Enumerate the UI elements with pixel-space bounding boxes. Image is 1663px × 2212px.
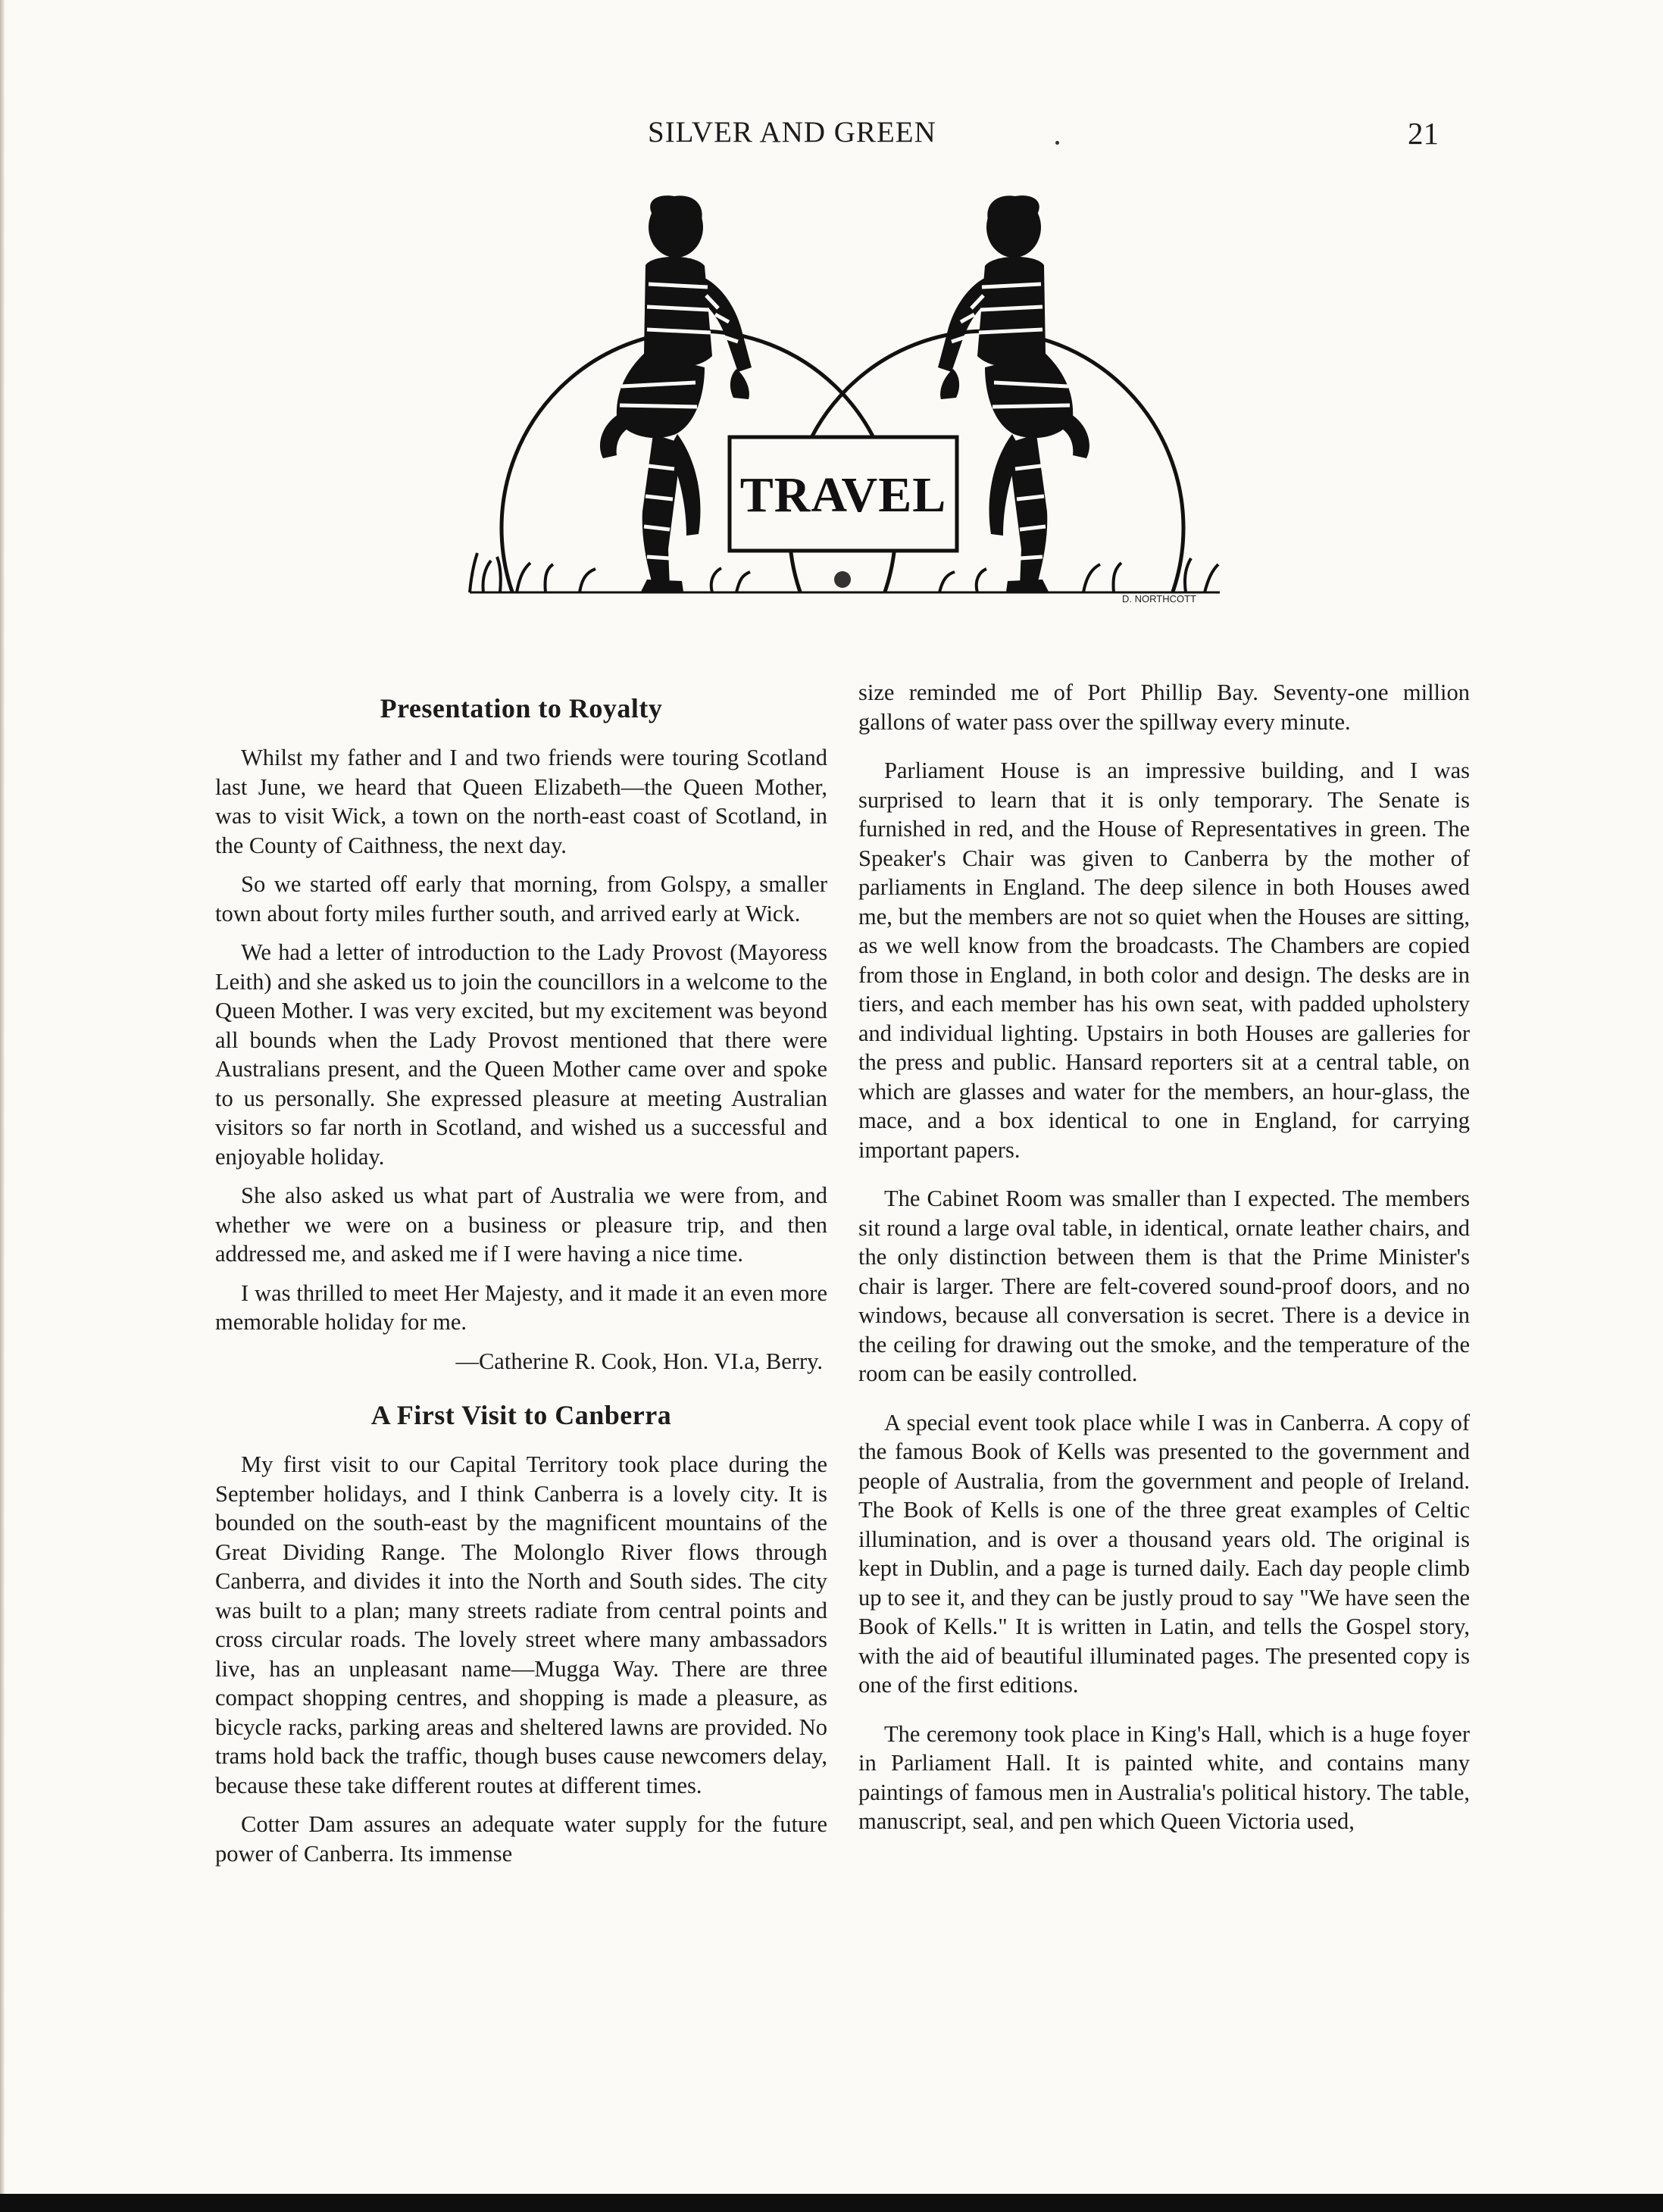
ornament-dot — [834, 571, 851, 588]
scan-bottom-edge — [0, 2194, 1663, 2212]
left-column — [215, 678, 827, 2132]
page-edge — [0, 0, 5, 2212]
article-title: A First Visit to Canberra — [370, 1400, 672, 1430]
paragraph: I was thrilled to meet Her Majesty, and it made it an even more memorable holiday for me. — [215, 1279, 827, 1335]
paragraph: She also asked us what part of Australia we were from, and whether we were on a business or pleasure trip, and then addressed me, and asked me if I were having a nice time. — [215, 1183, 827, 1267]
byline: —Catherine R. Cook, Hon. VI.a, Berry. — [455, 1348, 823, 1374]
right-column — [858, 678, 1470, 2132]
paragraph: size reminded me of Port Phillip Bay. Seventy-one million gallons of water pass over the spillway every minute. — [858, 680, 1470, 735]
paragraph: A special event took place while I was in Canberra. A copy of the famous Book of Kells was presented to the government and people of Australia, from the government and people of Ireland. The Book of Kells is one of the three great examples of Celtic illumination, and is over a thousand years old. The original is kept in Dublin, and a page is turned daily. Each day people climb up to see it, and they can be justly proud to say "We have seen the Book of Kells." It is written in Latin, and tells the Gospel story, with the aid of beautiful illuminated pages. The presented copy is one of the first editions. — [858, 1409, 1470, 1698]
paragraph: Parliament House is an impressive building, and I was surprised to learn that it is only temporary. The Senate is furnished in red, and the House of Representatives in green. The Speaker's Chair was given to Canberra by the mother of parliaments in England. The deep silence in both Houses awed me, but the members are not so quiet when the Houses are sitting, as we well know from the broadcasts. The Chambers are copied from those in England, in both color and design. The desks are in tiers, and each member has his own seat, with padded upholstery and individual lighting. Upstairs in both Houses are galleries for the press and public. Hansard reporters sit at a central table, on which are glasses and water for the members, an hour-glass, the mace, and a box identical to one in England, for carrying important papers. — [858, 758, 1470, 1163]
header-dot — [1055, 141, 1059, 145]
paragraph: Whilst my father and I and two friends were touring Scotland last June, we heard that Queen Elizabeth—the Queen Mother, was to visit Wick, a town on the north-east coast of Scotland, in the County of Caithness, the next day. — [215, 745, 827, 858]
article-title: Presentation to Royalty — [380, 693, 663, 723]
travel-banner-illustration — [455, 193, 1235, 636]
paragraph: The ceremony took place in King's Hall, which is a huge foyer in Parliament Hall. It is painted white, and contains many paintings of famous men in Australia's political history. The table, manuscript, seal, and pen which Queen Victoria used, — [858, 1720, 1470, 1834]
right-figure-silhouette — [938, 195, 1089, 592]
page-number: 21 — [1408, 116, 1439, 151]
paragraph: The Cabinet Room was smaller than I expected. The members sit round a large oval table, in identical, ornate leather chairs, and the only distinction between them is that the Prime Minister's chair is larger. There are felt-covered sound-proof doors, and no windows, because all conversation is secret. There is a device in the ceiling for drawing out the smoke, and the temperature of the room can be easily controlled. — [858, 1186, 1470, 1386]
paragraph: Cotter Dam assures an adequate water supply for the future power of Canberra. Its immense — [215, 1811, 827, 1867]
paragraph: So we started off early that morning, from Golspy, a smaller town about forty miles further south, and arrived early at Wick. — [215, 871, 827, 926]
running-title: SILVER AND GREEN — [648, 116, 936, 148]
paragraph: My first visit to our Capital Territory took place during the September holidays, and I think Canberra is a lovely city. It is bounded on the south-east by the magnificent mountains of the Great Dividing Range. The Molonglo River flows through Canberra, and divides it into the North and South sides. The city was built to a plan; many streets radiate from central points and cross circular roads. The lovely street where many ambassadors live, has an unpleasant name—Mugga Way. There are three compact shopping centres, and shopping is made a pleasure, as bicycle racks, parking areas and sheltered lawns are provided. No trams hold back the traffic, though buses cause newcomers delay, because these take different routes at different times. — [215, 1451, 827, 1798]
artist-signature: D. NORTHCOTT — [1122, 593, 1196, 605]
travel-sign-label: TRAVEL — [739, 467, 947, 523]
paragraph: We had a letter of introduction to the Lady Provost (Mayoress Leith) and she asked us to join the councillors in a welcome to the Queen Mother. I was very excited, but my excitement was beyond all bounds when the Lady Provost mentioned that there were Australians present, and the Queen Mother came over and spoke to us personally. She expressed pleasure at meeting Australian visitors so far north in Scotland, and wished us a successful and enjoyable holiday. — [215, 939, 828, 1170]
